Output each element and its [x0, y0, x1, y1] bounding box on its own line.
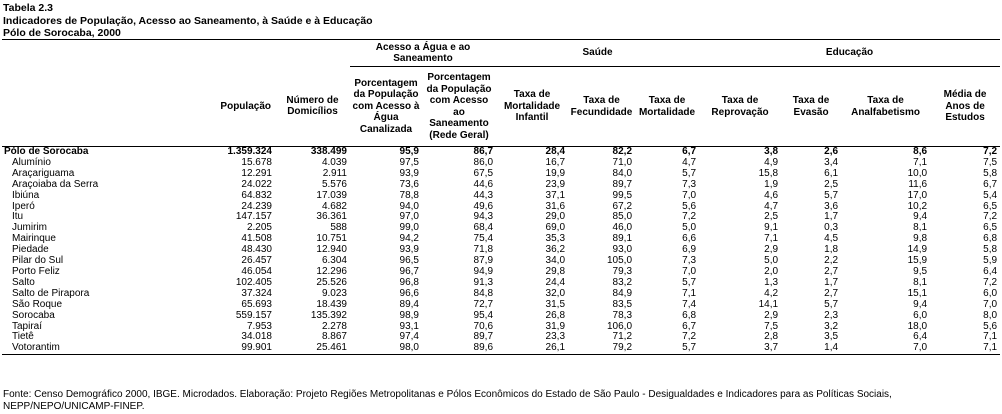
cell-domicilios: 25.461 — [275, 343, 350, 354]
cell-mortalidade-infantil: 24,4 — [545, 276, 566, 288]
col-header-evasao: Taxa de Evasão — [792, 95, 830, 118]
cell-anos-estudo: 5,8 — [983, 167, 998, 179]
cell-analfabetismo: 7,1 — [913, 156, 928, 168]
cell-anos-estudo: 6,8 — [983, 233, 998, 245]
cell-fecundidade: 99,5 — [612, 189, 633, 201]
cell-fecundidade: 89,1 — [612, 233, 633, 245]
cell-agua-canalizada: 94,2 — [399, 233, 419, 245]
cell-mortalidade-infantil: 16,7 — [545, 156, 566, 168]
indicators-table — [2, 39, 1000, 355]
group-header-saude: Saúde — [496, 40, 699, 67]
cell-analfabetismo: 7,0 — [841, 343, 930, 354]
cell-mortalidade-infantil: 26,8 — [545, 309, 566, 321]
cell-agua-canalizada: 78,8 — [399, 189, 419, 201]
cell-fecundidade: 85,0 — [612, 211, 633, 223]
cell-municipio: Ibiúna — [12, 189, 40, 201]
cell-analfabetismo: 15,1 — [907, 287, 928, 299]
cell-mortalidade: 7,2 — [682, 211, 697, 223]
cell-agua-canalizada: 97,5 — [399, 156, 419, 168]
cell-anos-estudo: 6,5 — [983, 200, 998, 212]
table-row — [2, 278, 1000, 289]
cell-evasao: 0,3 — [824, 222, 839, 234]
cell-municipio: Mairinque — [12, 233, 56, 245]
cell-saneamento: 94,9 — [473, 265, 494, 277]
cell-reprovacao: 3,7 — [699, 343, 781, 354]
cell-saneamento: 86,7 — [473, 146, 494, 157]
cell-mortalidade-infantil: 69,0 — [545, 222, 566, 234]
cell-domicilios: 2.278 — [321, 320, 347, 332]
cell-mortalidade-infantil: 26,1 — [496, 343, 568, 354]
cell-mortalidade-infantil: 31,5 — [545, 298, 566, 310]
col-header-populacao: População — [220, 100, 271, 112]
cell-saneamento: 70,6 — [473, 320, 494, 332]
cell-mortalidade-infantil: 31,9 — [545, 320, 566, 332]
cell-evasao: 2,6 — [824, 146, 839, 157]
cell-fecundidade: 79,3 — [612, 265, 633, 277]
cell-fecundidade: 71,2 — [612, 331, 633, 343]
cell-municipio: Porto Feliz — [12, 265, 60, 277]
table-row — [2, 223, 1000, 234]
cell-populacao: 46.054 — [241, 265, 272, 277]
cell-mortalidade-infantil: 23,9 — [545, 178, 566, 190]
col-header-analfabetismo: Taxa de Analfabetismo — [851, 95, 920, 118]
cell-domicilios: 135.392 — [310, 309, 347, 321]
cell-domicilios: 17.039 — [316, 189, 347, 201]
cell-evasao: 2,7 — [824, 287, 839, 299]
cell-fecundidade: 84,9 — [612, 287, 633, 299]
cell-reprovacao: 4,6 — [764, 189, 779, 201]
cell-fecundidade: 105,0 — [606, 255, 633, 267]
cell-agua-canalizada: 97,4 — [399, 331, 419, 343]
cell-populacao: 48.430 — [241, 244, 272, 256]
table-row — [2, 191, 1000, 202]
table-row — [2, 289, 1000, 300]
cell-agua-canalizada: 94,0 — [399, 200, 419, 212]
table-row — [2, 212, 1000, 223]
table-row — [2, 169, 1000, 180]
cell-mortalidade-infantil: 32,0 — [545, 287, 566, 299]
cell-evasao: 1,7 — [824, 211, 839, 223]
cell-saneamento: 84,8 — [473, 287, 494, 299]
cell-fecundidade: 93,0 — [612, 244, 633, 256]
cell-reprovacao: 4,2 — [764, 287, 779, 299]
cell-municipio: Sorocaba — [12, 309, 55, 321]
cell-anos-estudo: 6,4 — [983, 265, 998, 277]
cell-fecundidade: 106,0 — [606, 320, 633, 332]
table-row-total — [2, 147, 1000, 158]
cell-reprovacao: 9,1 — [764, 222, 779, 234]
cell-saneamento: 86,0 — [473, 156, 494, 168]
cell-populacao: 1.359.324 — [227, 146, 272, 157]
cell-municipio: Tapiraí — [12, 320, 43, 332]
cell-mortalidade: 5,7 — [635, 343, 699, 354]
cell-municipio: Tietê — [12, 331, 34, 343]
cell-anos-estudo: 7,2 — [983, 211, 998, 223]
cell-mortalidade-infantil: 28,4 — [545, 146, 566, 157]
domicilios-header-top — [275, 40, 350, 67]
cell-domicilios: 4.682 — [321, 200, 347, 212]
municipio-header — [2, 67, 202, 147]
table-row — [2, 267, 1000, 278]
cell-saneamento: 71,8 — [473, 244, 494, 256]
cell-saneamento: 89,6 — [422, 343, 496, 354]
cell-domicilios: 18.439 — [316, 298, 347, 310]
cell-populacao: 559.157 — [235, 309, 272, 321]
cell-saneamento: 68,4 — [473, 222, 494, 234]
cell-mortalidade: 6,7 — [682, 320, 697, 332]
cell-mortalidade-infantil: 23,3 — [545, 331, 566, 343]
cell-mortalidade-infantil: 29,0 — [545, 211, 566, 223]
cell-reprovacao: 2,0 — [764, 265, 779, 277]
cell-evasao: 5,7 — [824, 298, 839, 310]
cell-mortalidade: 6,7 — [682, 146, 697, 157]
cell-mortalidade: 5,0 — [682, 222, 697, 234]
cell-reprovacao: 1,9 — [764, 178, 779, 190]
cell-analfabetismo: 9,8 — [913, 233, 928, 245]
cell-analfabetismo: 8,1 — [913, 222, 928, 234]
cell-populacao: 15.678 — [241, 156, 272, 168]
cell-municipio: Pilar do Sul — [12, 255, 64, 267]
cell-domicilios: 9.023 — [321, 287, 347, 299]
cell-municipio: Salto — [12, 276, 35, 288]
cell-agua-canalizada: 96,8 — [399, 276, 419, 288]
cell-reprovacao: 15,8 — [758, 167, 779, 179]
cell-domicilios: 2.911 — [322, 167, 347, 179]
cell-mortalidade-infantil: 37,1 — [545, 189, 566, 201]
cell-mortalidade: 7,0 — [682, 265, 697, 277]
table-row — [2, 332, 1000, 343]
cell-mortalidade: 6,6 — [682, 233, 697, 245]
cell-mortalidade: 5,6 — [682, 200, 697, 212]
cell-saneamento: 67,5 — [473, 167, 494, 179]
group-header-educacao: Educação — [699, 40, 1000, 67]
table-row — [2, 180, 1000, 191]
table-row — [2, 202, 1000, 213]
cell-saneamento: 91,3 — [473, 276, 494, 288]
table-row — [2, 300, 1000, 311]
cell-populacao: 65.693 — [241, 298, 272, 310]
cell-evasao: 3,6 — [824, 200, 839, 212]
cell-reprovacao: 14,1 — [758, 298, 779, 310]
cell-reprovacao: 2,8 — [764, 331, 779, 343]
cell-municipio: Araçoiaba da Serra — [12, 178, 99, 190]
cell-fecundidade: 67,2 — [612, 200, 633, 212]
source-note: Fonte: Censo Demográfico 2000, IBGE. Microdados. Elaboração: Projeto Regiões Metropolitanas e Pólos Econômicos do Estado de São Paulo - Desigualdades e Indicadores para as Políticas Sociais, NEPP/NEPO/UNICAMP-FINEP. — [3, 389, 892, 412]
group-header-agua: Acesso a Água e ao Saneamento — [350, 40, 496, 67]
cell-saneamento: 44,3 — [473, 189, 494, 201]
cell-saneamento: 89,7 — [473, 331, 494, 343]
cell-saneamento: 49,6 — [473, 200, 494, 212]
cell-mortalidade-infantil: 31,6 — [545, 200, 566, 212]
cell-analfabetismo: 11,6 — [908, 178, 928, 190]
cell-evasao: 5,7 — [824, 189, 839, 201]
cell-reprovacao: 2,9 — [764, 309, 779, 321]
cell-anos-estudo: 5,6 — [983, 320, 998, 332]
cell-mortalidade: 7,3 — [682, 255, 697, 267]
cell-evasao: 2,2 — [824, 255, 839, 267]
cell-evasao: 2,5 — [824, 178, 839, 190]
cell-fecundidade: 79,2 — [568, 343, 635, 354]
cell-agua-canalizada: 96,5 — [399, 255, 419, 267]
cell-populacao: 24.022 — [241, 178, 272, 190]
cell-anos-estudo: 7,1 — [983, 331, 998, 343]
cell-reprovacao: 7,1 — [764, 233, 779, 245]
cell-mortalidade-infantil: 36,2 — [545, 244, 566, 256]
cell-saneamento: 94,3 — [473, 211, 494, 223]
cell-saneamento: 75,4 — [473, 233, 494, 245]
cell-populacao: 41.508 — [241, 233, 272, 245]
cell-reprovacao: 1,3 — [764, 276, 779, 288]
cell-agua-canalizada: 93,9 — [399, 167, 419, 179]
cell-domicilios: 25.526 — [316, 276, 347, 288]
cell-analfabetismo: 8,1 — [913, 276, 928, 288]
cell-mortalidade: 4,7 — [682, 156, 697, 168]
cell-fecundidade: 78,3 — [612, 309, 633, 321]
cell-analfabetismo: 10,2 — [907, 200, 928, 212]
cell-municipio: Iperó — [12, 200, 35, 212]
cell-mortalidade: 7,2 — [682, 331, 697, 343]
cell-domicilios: 338.499 — [310, 146, 347, 157]
col-header-anos-estudo: Média de Anos de Estudos — [943, 89, 987, 124]
cell-reprovacao: 7,5 — [764, 320, 779, 332]
table-row — [2, 234, 1000, 245]
cell-municipio: Alumínio — [12, 156, 51, 168]
cell-reprovacao: 2,9 — [764, 244, 779, 256]
cell-agua-canalizada: 98,0 — [350, 343, 422, 354]
cell-mortalidade: 7,4 — [682, 298, 697, 310]
cell-fecundidade: 84,0 — [612, 167, 633, 179]
cell-saneamento: 72,7 — [473, 298, 494, 310]
cell-populacao: 102.405 — [235, 276, 272, 288]
cell-mortalidade: 7,1 — [682, 287, 697, 299]
cell-reprovacao: 4,9 — [764, 156, 779, 168]
cell-evasao: 2,3 — [824, 309, 839, 321]
cell-reprovacao: 2,5 — [764, 211, 779, 223]
cell-saneamento: 44,6 — [473, 178, 494, 190]
cell-domicilios: 36.361 — [316, 211, 347, 223]
col-header-fecundidade: Taxa de Fecundidade — [570, 95, 633, 118]
cell-agua-canalizada: 97,0 — [399, 211, 419, 223]
table-row — [2, 343, 1000, 354]
cell-evasao: 3,5 — [824, 331, 839, 343]
cell-evasao: 6,1 — [824, 167, 839, 179]
cell-analfabetismo: 18,0 — [907, 320, 928, 332]
cell-analfabetismo: 17,0 — [907, 189, 928, 201]
cell-municipio: São Roque — [12, 298, 63, 310]
cell-agua-canalizada: 73,6 — [399, 178, 419, 190]
cell-analfabetismo: 15,9 — [907, 255, 928, 267]
cell-mortalidade: 7,3 — [682, 178, 697, 190]
cell-domicilios: 10.751 — [316, 233, 347, 245]
table-row — [2, 322, 1000, 333]
cell-anos-estudo: 6,7 — [983, 178, 998, 190]
cell-evasao: 3,4 — [824, 156, 839, 168]
cell-evasao: 2,7 — [824, 265, 839, 277]
cell-municipio: Salto de Pirapora — [12, 287, 90, 299]
table-title: Indicadores de População, Acesso ao Saneamento, à Saúde e à Educação — [3, 14, 373, 27]
cell-mortalidade-infantil: 34,0 — [545, 255, 566, 267]
table-row — [2, 256, 1000, 267]
cell-agua-canalizada: 98,9 — [399, 309, 419, 321]
cell-anos-estudo: 7,5 — [983, 156, 998, 168]
cell-municipio: Jumirim — [12, 222, 47, 234]
cell-anos-estudo: 6,0 — [983, 287, 998, 299]
cell-municipio: Itu — [12, 211, 24, 223]
cell-populacao: 2.205 — [246, 222, 272, 234]
cell-fecundidade: 89,7 — [612, 178, 633, 190]
cell-mortalidade: 6,8 — [682, 309, 697, 321]
cell-populacao: 147.157 — [235, 211, 272, 223]
cell-analfabetismo: 9,4 — [913, 298, 928, 310]
cell-domicilios: 12.296 — [316, 265, 347, 277]
cell-agua-canalizada: 95,9 — [399, 146, 419, 157]
cell-domicilios: 8.867 — [321, 331, 347, 343]
corner-cell — [2, 40, 202, 67]
cell-saneamento: 87,9 — [473, 255, 494, 267]
table-row — [2, 158, 1000, 169]
cell-fecundidade: 71,0 — [612, 156, 633, 168]
cell-domicilios: 588 — [330, 222, 347, 234]
cell-anos-estudo: 7,1 — [930, 343, 1000, 354]
cell-municipio: Votorantim — [2, 343, 202, 354]
cell-agua-canalizada: 93,1 — [399, 320, 419, 332]
cell-agua-canalizada: 96,7 — [399, 265, 419, 277]
col-header-mortalidade: Taxa de Mortalidade — [638, 95, 696, 118]
cell-anos-estudo: 7,0 — [983, 298, 998, 310]
cell-populacao: 99.901 — [202, 343, 275, 354]
col-header-reprovacao: Taxa de Reprovação — [711, 95, 769, 118]
cell-reprovacao: 4,7 — [764, 200, 779, 212]
cell-mortalidade: 6,9 — [682, 244, 697, 256]
cell-mortalidade: 5,7 — [682, 276, 697, 288]
cell-populacao: 7.953 — [246, 320, 272, 332]
cell-analfabetismo: 6,4 — [913, 331, 928, 343]
cell-evasao: 3,2 — [824, 320, 839, 332]
cell-domicilios: 12.940 — [316, 244, 347, 256]
cell-anos-estudo: 7,2 — [983, 146, 998, 157]
col-header-agua-canalizada: Porcentagem da População com Acesso à Água Canalizada — [352, 77, 420, 135]
cell-analfabetismo: 9,4 — [913, 211, 928, 223]
cell-reprovacao: 5,0 — [764, 255, 779, 267]
cell-populacao: 64.832 — [241, 189, 272, 201]
cell-analfabetismo: 6,0 — [913, 309, 928, 321]
col-header-saneamento: Porcentagem da População com Acesso ao Saneamento (Rede Geral) — [426, 72, 492, 141]
cell-evasao: 4,5 — [824, 233, 839, 245]
cell-agua-canalizada: 93,9 — [399, 244, 419, 256]
cell-agua-canalizada: 89,4 — [399, 298, 419, 310]
table-body — [2, 147, 1000, 355]
cell-analfabetismo: 9,5 — [913, 265, 928, 277]
cell-domicilios: 4.039 — [321, 156, 347, 168]
cell-mortalidade: 7,0 — [682, 189, 697, 201]
cell-domicilios: 6.304 — [321, 255, 347, 267]
cell-agua-canalizada: 96,6 — [399, 287, 419, 299]
cell-analfabetismo: 8,6 — [913, 146, 928, 157]
cell-municipio: Araçariguama — [12, 167, 75, 179]
cell-analfabetismo: 14,9 — [907, 244, 928, 256]
cell-fecundidade: 46,0 — [612, 222, 633, 234]
table-row — [2, 245, 1000, 256]
cell-evasao: 1,4 — [781, 343, 841, 354]
cell-anos-estudo: 7,2 — [983, 276, 998, 288]
cell-fecundidade: 82,2 — [612, 146, 633, 157]
cell-fecundidade: 83,5 — [612, 298, 633, 310]
cell-mortalidade-infantil: 35,3 — [545, 233, 566, 245]
cell-evasao: 1,7 — [824, 276, 839, 288]
table-row — [2, 311, 1000, 322]
cell-reprovacao: 3,8 — [764, 146, 779, 157]
cell-mortalidade-infantil: 29,8 — [545, 265, 566, 277]
cell-agua-canalizada: 99,0 — [399, 222, 419, 234]
cell-municipio: Pólo de Sorocaba — [4, 146, 89, 157]
cell-anos-estudo: 5,9 — [983, 255, 998, 267]
table-subtitle: Pólo de Sorocaba, 2000 — [3, 27, 121, 39]
cell-fecundidade: 83,2 — [612, 276, 633, 288]
cell-anos-estudo: 8,0 — [983, 309, 998, 321]
col-header-mortalidade-infantil: Taxa de Mortalidade Infantil — [503, 89, 561, 124]
cell-populacao: 24.239 — [241, 200, 272, 212]
cell-evasao: 1,8 — [824, 244, 839, 256]
cell-saneamento: 95,4 — [473, 309, 494, 321]
cell-populacao: 26.457 — [241, 255, 272, 267]
cell-populacao: 12.291 — [241, 167, 272, 179]
col-header-domicilios: Número de Domicílios — [286, 94, 339, 118]
cell-anos-estudo: 6,5 — [983, 222, 998, 234]
cell-domicilios: 5.576 — [321, 178, 347, 190]
populacao-header-top — [202, 40, 275, 67]
cell-mortalidade: 5,7 — [682, 167, 697, 179]
cell-municipio: Piedade — [12, 244, 49, 256]
cell-mortalidade-infantil: 19,9 — [545, 167, 566, 179]
cell-anos-estudo: 5,4 — [983, 189, 998, 201]
table-caption — [3, 2, 373, 40]
cell-populacao: 34.018 — [241, 331, 272, 343]
table-number: Tabela 2.3 — [3, 2, 53, 14]
cell-analfabetismo: 10,0 — [907, 167, 928, 179]
cell-populacao: 37.324 — [241, 287, 272, 299]
cell-anos-estudo: 5,8 — [983, 244, 998, 256]
